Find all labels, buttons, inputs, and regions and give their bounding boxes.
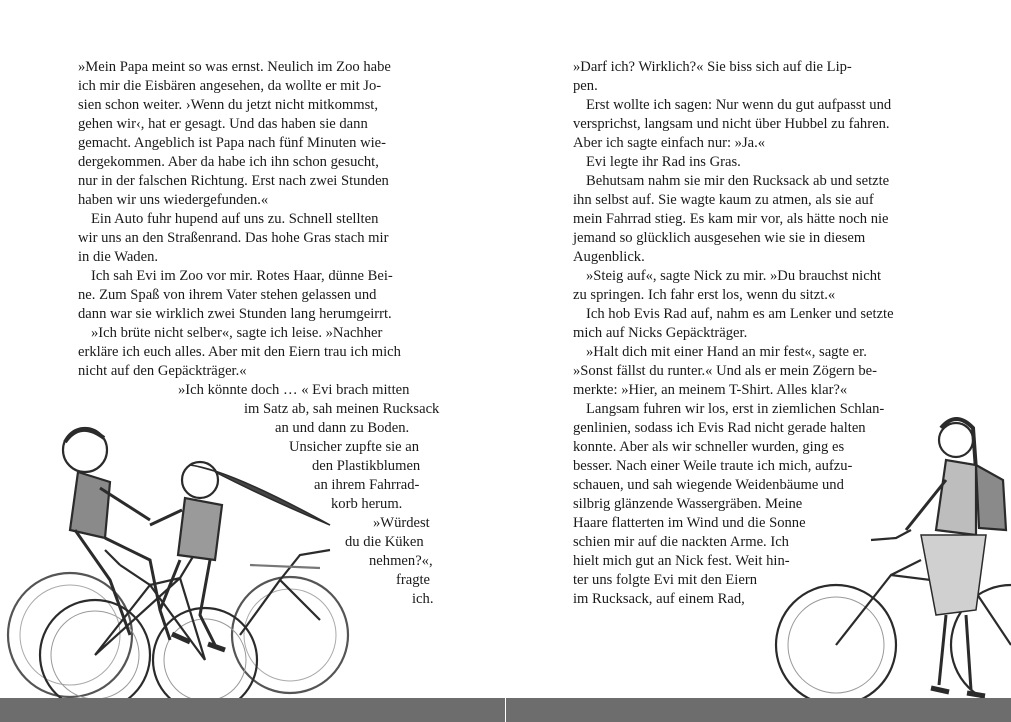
text-line: schien mir auf die nackten Arme. Ich	[573, 534, 789, 550]
text-line: haben wir uns wiedergefunden.«	[78, 192, 269, 208]
text-line: nehmen?«,	[369, 553, 433, 569]
text-line: Augenblick.	[573, 249, 645, 265]
text-line: silbrig glänzende Wassergräben. Meine	[573, 496, 803, 512]
text-line: gehen wir‹, hat er gesagt. Und das haben sie dann	[78, 116, 368, 132]
text-line: jemand so glücklich ausgesehen wie sie in diesem	[573, 230, 866, 246]
text-line: Behutsam nahm sie mir den Rucksack ab und setzte	[586, 173, 890, 189]
ground-strip	[0, 698, 505, 722]
text-line: ne. Zum Spaß von ihrem Vater stehen gelassen und	[78, 287, 377, 303]
text-line: an ihrem Fahrrad-	[314, 477, 420, 493]
text-line: zu springen. Ich fahr erst los, wenn du sitzt.«	[573, 287, 836, 303]
text-line: pen.	[573, 78, 598, 94]
text-line: »Würdest	[373, 515, 430, 531]
text-line: mein Fahrrad stieg. Es kam mir vor, als hätte noch nie	[573, 211, 889, 227]
text-line: im Rucksack, auf einem Rad,	[573, 591, 745, 607]
text-line: dergekommen. Aber da habe ich ihn schon gesucht,	[78, 154, 379, 170]
text-line: besser. Nach einer Weile traute ich mich, aufzu-	[573, 458, 853, 474]
text-line: Unsicher zupfte sie an	[289, 439, 420, 455]
text-line: sien schon weiter. ›Wenn du jetzt nicht mitkommst,	[78, 97, 378, 113]
text-line: Erst wollte ich sagen: Nur wenn du gut aufpasst und	[586, 97, 892, 113]
kids-on-bicycles-illustration	[0, 410, 380, 722]
text-line: ihn selbst auf. Sie wagte kaum zu atmen, als sie auf	[573, 192, 874, 208]
text-line: Langsam fuhren wir los, erst in ziemlichen Schlan-	[586, 401, 885, 417]
text-line: ter uns folgte Evi mit den Eiern	[573, 572, 757, 588]
text-line: Ein Auto fuhr hupend auf uns zu. Schnell stellten	[91, 211, 379, 227]
text-line: »Ich könnte doch … « Evi brach mitten	[178, 382, 410, 398]
text-line: »Mein Papa meint so was ernst. Neulich im Zoo habe	[78, 59, 391, 75]
text-line: an und dann zu Boden.	[275, 420, 410, 436]
text-line: Haare flatterten im Wind und die Sonne	[573, 515, 806, 531]
text-line: »Darf ich? Wirklich?« Sie biss sich auf die Lip-	[573, 59, 852, 75]
text-line: fragte	[396, 572, 431, 588]
text-line: ich mir die Eisbären angesehen, da wollte er mit Jo-	[78, 78, 382, 94]
text-line: ich.	[412, 591, 434, 607]
girl-with-backpack-bicycle-illustration	[771, 410, 1011, 722]
text-line: genlinien, sodass ich Evis Rad nicht gerade halten	[573, 420, 866, 436]
text-line: du die Küken	[345, 534, 424, 550]
text-line: »Ich brüte nicht selber«, sagte ich leise. »Nachher	[91, 325, 383, 341]
text-line: im Satz ab, sah meinen Rucksack	[244, 401, 440, 417]
text-line: Aber ich sagte einfach nur: »Ja.«	[573, 135, 766, 151]
text-line: merkte: »Hier, an meinem T-Shirt. Alles klar?«	[573, 382, 848, 398]
text-line: Ich hob Evis Rad auf, nahm es am Lenker und setzte	[586, 306, 894, 322]
right-page	[506, 0, 1011, 722]
text-line: konnte. Aber als wir schneller wurden, ging es	[573, 439, 845, 455]
text-line: »Halt dich mit einer Hand an mir fest«, sagte er.	[586, 344, 867, 360]
text-line: korb herum.	[331, 496, 403, 512]
text-line: erkläre ich euch alles. Aber mit den Eiern trau ich mich	[78, 344, 401, 360]
text-line: in die Waden.	[78, 249, 159, 265]
text-line: »Steig auf«, sagte Nick zu mir. »Du brauchst nicht	[586, 268, 882, 284]
text-line: mich auf Nicks Gepäckträger.	[573, 325, 748, 341]
text-line: Evi legte ihr Rad ins Gras.	[586, 154, 741, 170]
text-line: dann war sie wirklich zwei Stunden lang herumgeirrt.	[78, 306, 392, 322]
text-line: hielt mich gut an Nick fest. Weit hin-	[573, 553, 790, 569]
text-line: Ich sah Evi im Zoo vor mir. Rotes Haar, dünne Bei-	[91, 268, 393, 284]
text-line: »Sonst fällst du runter.« Und als er mein Zögern be-	[573, 363, 877, 379]
text-line: versprichst, langsam und nicht über Hubbel zu fahren.	[573, 116, 890, 132]
ground-strip	[506, 698, 1011, 722]
text-line: den Plastikblumen	[312, 458, 421, 474]
text-line: wir uns an den Straßenrand. Das hohe Gras stach mir	[78, 230, 389, 246]
text-line: nur in der falschen Richtung. Erst nach zwei Stunden	[78, 173, 389, 189]
text-line: schauen, und sah wiegende Weidenbäume und	[573, 477, 844, 493]
text-line: gemacht. Angeblich ist Papa nach fünf Minuten wie-	[78, 135, 387, 151]
text-line: nicht auf den Gepäckträger.«	[78, 363, 247, 379]
left-page	[0, 0, 505, 722]
